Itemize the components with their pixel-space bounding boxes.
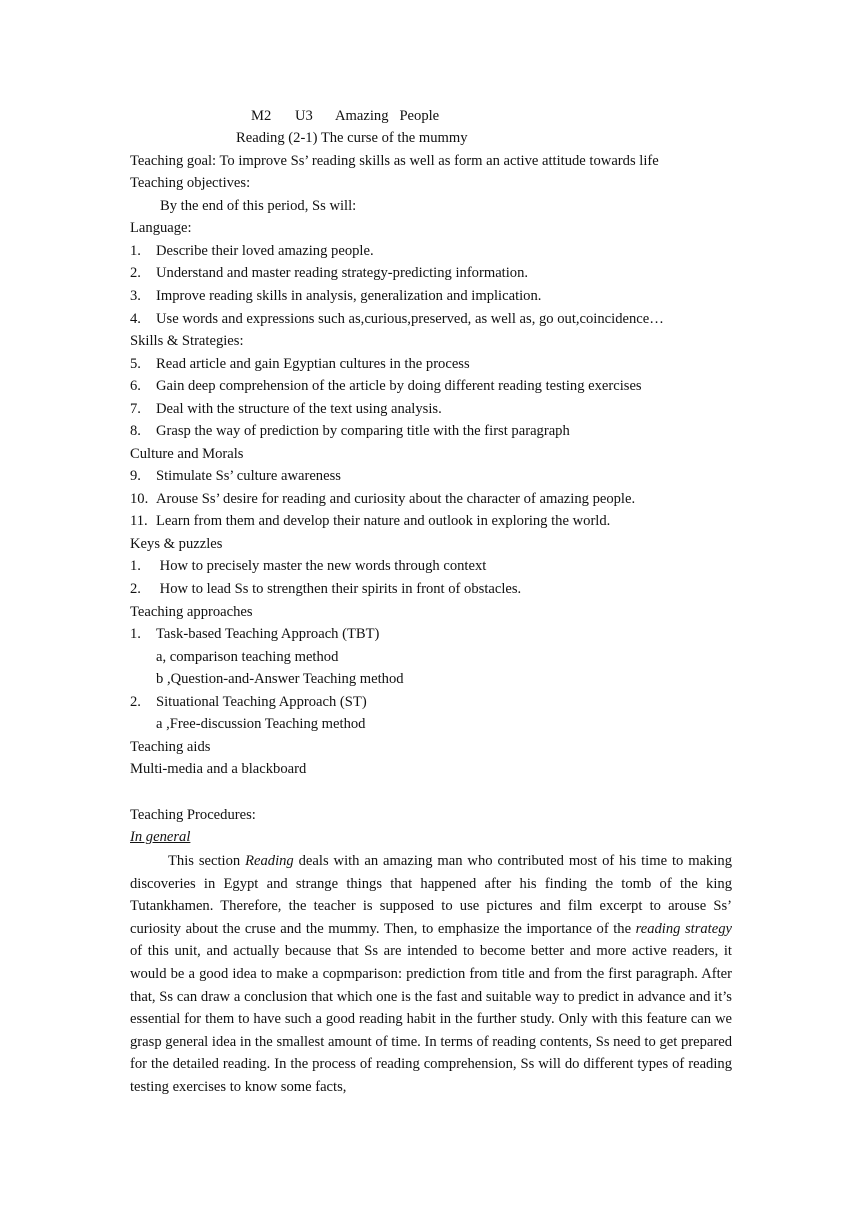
- list-item: 1. How to precisely master the new words through context: [130, 558, 487, 574]
- sub-item: a ,Free-discussion Teaching method: [156, 716, 366, 732]
- procedures-heading: Teaching Procedures:: [130, 807, 256, 823]
- teaching-goal: Teaching goal: To improve Ss’ reading skills as well as form an active attitude towards life: [130, 153, 659, 169]
- list-item: 5. Read article and gain Egyptian cultures in the process: [130, 356, 470, 372]
- skills-heading: Skills & Strategies:: [130, 333, 244, 349]
- list-item: 9. Stimulate Ss’ culture awareness: [130, 468, 341, 484]
- list-item: 11. Learn from them and develop their nature and outlook in exploring the world.: [130, 513, 611, 529]
- culture-heading: Culture and Morals: [130, 446, 244, 462]
- in-general-subheading: In general: [130, 829, 191, 845]
- list-item: 1. Describe their loved amazing people.: [130, 243, 374, 259]
- list-item: 2. Understand and master reading strategy-predicting information.: [130, 265, 529, 281]
- list-item: 7. Deal with the structure of the text using analysis.: [130, 401, 442, 417]
- list-item: 6. Gain deep comprehension of the article by doing different reading testing exercises: [130, 378, 642, 394]
- keys-heading: Keys & puzzles: [130, 536, 223, 552]
- procedures-paragraph: This section Reading deals with an amazing man who contributed most of his time to making discoveries in Egypt and strange things that happened after his finding the tomb of the king Tutankhamen. Therefore, the teacher is supposed to use pictures and film excerpt to arouse Ss’ curiosity about the cruse and the mummy. Then, to emphasize the importance of the reading strategy of this unit, and actually because that Ss are intended to become better and more active readers, it would be a good idea to make a copmparison: prediction from title and from the first paragraph. After that, Ss can draw a conclusion that which one is the fast and suitable way to predict in advance and it’s essential for them to have such a good reading habit in the further study. Only with this feature can we grasp general idea in the smallest amount of time. In terms of reading contents, Ss need to get prepared for the detailed reading. In the process of reading comprehension, Ss will do different types of reading testing exercises to know some facts,: [130, 853, 732, 1095]
- sub-item: b ,Question-and-Answer Teaching method: [156, 671, 404, 687]
- aids-heading: Teaching aids: [130, 739, 211, 755]
- objectives-heading: Teaching objectives:: [130, 175, 251, 191]
- document-title: [251, 107, 440, 125]
- list-item: 10. Arouse Ss’ desire for reading and curiosity about the character of amazing people.: [130, 491, 636, 507]
- list-item: 4. Use words and expressions such as,curious,preserved, as well as, go out,coincidence…: [130, 311, 664, 327]
- aids-text: Multi-media and a blackboard: [130, 761, 307, 777]
- unit-label: U3: [295, 108, 313, 124]
- list-item: 2. Situational Teaching Approach (ST): [130, 694, 367, 710]
- language-heading: Language:: [130, 220, 192, 236]
- list-item: 3. Improve reading skills in analysis, generalization and implication.: [130, 288, 542, 304]
- approaches-heading: Teaching approaches: [130, 604, 253, 620]
- module-label: M2: [251, 108, 272, 124]
- list-item: 8. Grasp the way of prediction by comparing title with the first paragraph: [130, 423, 570, 439]
- sub-item: a, comparison teaching method: [156, 649, 339, 665]
- lesson-title: Reading (2-1) The curse of the mummy: [236, 130, 468, 146]
- list-item: 1. Task-based Teaching Approach (TBT): [130, 626, 380, 642]
- objectives-intro: By the end of this period, Ss will:: [160, 198, 357, 214]
- topic-label: Amazing People: [335, 108, 440, 124]
- list-item: 2. How to lead Ss to strengthen their spirits in front of obstacles.: [130, 581, 522, 597]
